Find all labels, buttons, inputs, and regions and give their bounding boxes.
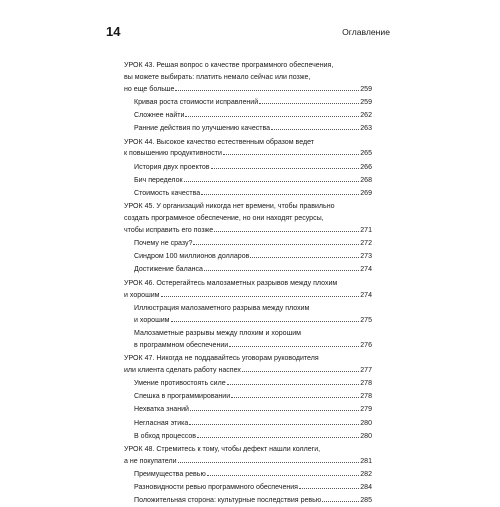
toc-entry-text: Разновидности ревью программного обеспечения [134, 484, 299, 492]
dot-leader [189, 424, 359, 425]
page-number: 14 [106, 24, 121, 39]
toc-page-number: 259 [360, 85, 372, 93]
toc-entry-text: Кривая роста стоимости исправлений [134, 98, 259, 106]
toc-entry-text: и хорошим [134, 316, 170, 324]
toc-page-number: 272 [360, 240, 372, 248]
table-of-contents [124, 60, 372, 507]
toc-page-number: 269 [360, 189, 372, 197]
toc-entry-text: Положительная сторона: культурные последствия ревью [134, 497, 322, 505]
toc-entry-text: Спешка в программировании [134, 393, 231, 401]
toc-page-number: 281 [360, 457, 372, 465]
toc-entry-text: Ранние действия по улучшению качества [134, 125, 271, 133]
toc-entry-text: УРОК 48. Стремитесь к тому, чтобы дефект нашли коллеги, [124, 446, 321, 454]
toc-lesson-entry [124, 137, 372, 161]
dot-leader [299, 488, 359, 489]
toc-section-entry [124, 251, 372, 263]
toc-page-number: 265 [360, 150, 372, 158]
dot-leader [207, 475, 359, 476]
toc-entry-text: Почему не сразу? [134, 240, 193, 248]
toc-section-entry [124, 162, 372, 174]
toc-section-entry [124, 495, 372, 507]
toc-entry-text: но еще больше [124, 85, 175, 93]
dot-leader [190, 410, 359, 411]
dot-leader [259, 103, 359, 104]
toc-entry-text: Негласная этика [134, 419, 189, 427]
toc-page-number: 282 [360, 471, 372, 479]
toc-entry-text: В обход процессов [134, 432, 196, 440]
dot-leader [178, 462, 360, 463]
dot-leader [175, 90, 359, 91]
toc-section-entry [124, 238, 372, 250]
toc-entry-text: Нехватка знаний [134, 406, 189, 414]
toc-entry-text: УРОК 43. Решая вопрос о качестве программного обеспечения, [124, 62, 334, 69]
toc-page-number: 278 [360, 379, 372, 387]
toc-page-number: 259 [360, 98, 372, 106]
toc-page-number: 268 [360, 176, 372, 184]
dot-leader [204, 270, 359, 271]
toc-lesson-entry [124, 353, 372, 377]
toc-section-entry [124, 378, 372, 390]
toc-lesson-entry [124, 278, 372, 302]
toc-entry-text: УРОК 44. Высокое качество естественным образом ведет [124, 138, 314, 146]
toc-entry-text: Бич переделок [134, 176, 183, 184]
toc-page-number: 277 [360, 366, 372, 374]
toc-section-entry [124, 482, 372, 494]
toc-page-number: 280 [360, 419, 372, 427]
dot-leader [214, 231, 359, 232]
toc-page-number: 271 [360, 226, 372, 234]
toc-section-entry [124, 303, 372, 327]
toc-lesson-entry [124, 444, 372, 468]
toc-entry-text: или клиента сделать работу наспех [124, 366, 241, 374]
toc-entry-text: Преимущества ревью [134, 471, 206, 479]
toc-entry-text: Малозаметные разрывы между плохим и хорошим [134, 329, 302, 337]
toc-entry-text: УРОК 46. Остерегайтесь малозаметных разрывов между плохим [124, 279, 338, 287]
toc-entry-text: чтобы исправить его позже [124, 226, 214, 234]
toc-entry-text: Иллюстрация малозаметного разрыва между плохим [134, 304, 310, 312]
dot-leader [231, 397, 359, 398]
dot-leader [250, 257, 359, 258]
dot-leader [223, 154, 359, 155]
toc-page-number: 280 [360, 432, 372, 440]
toc-entry-text: в программном обеспечении [134, 341, 229, 349]
dot-leader [211, 168, 360, 169]
toc-section-entry [124, 391, 372, 403]
toc-page-number: 274 [360, 291, 372, 299]
toc-entry-text: Достижение баланса [134, 266, 203, 274]
toc-page-number: 285 [360, 497, 372, 505]
toc-page-number: 284 [360, 484, 372, 492]
toc-entry-text: Стоимость качества [134, 189, 201, 197]
dot-leader [161, 296, 360, 297]
toc-entry-text: создать программное обеспечение, но они находят ресурсы, [124, 215, 324, 223]
toc-entry-text: История двух проектов [134, 163, 210, 171]
toc-entry-text: вы можете выбирать: платить немало сейчас или позже, [124, 73, 311, 81]
toc-entry-text: Синдром 100 миллионов долларов [134, 253, 250, 261]
dot-leader [184, 181, 360, 182]
toc-entry-text: УРОК 47. Никогда не поддавайтесь уговорам руководителя [124, 355, 319, 362]
dot-leader [185, 116, 359, 117]
toc-entry-text: и хорошим [124, 291, 160, 299]
toc-section-entry [124, 469, 372, 481]
toc-entry-text: Сложнее найти [134, 111, 185, 119]
toc-section-entry [124, 123, 372, 135]
toc-section-entry [124, 97, 372, 109]
dot-leader [322, 501, 359, 502]
toc-entry-text: а не покупатели [124, 457, 177, 465]
toc-page-number: 274 [360, 266, 372, 274]
toc-section-entry [124, 418, 372, 430]
toc-entry-text: Умение противостоять силе [134, 379, 226, 387]
toc-section-entry [124, 431, 372, 443]
toc-section-entry [124, 264, 372, 276]
toc-page-number: 273 [360, 253, 372, 261]
toc-page-number: 276 [360, 341, 372, 349]
toc-page-number: 262 [360, 111, 372, 119]
toc-page-number: 263 [360, 125, 372, 133]
dot-leader [242, 371, 359, 372]
dot-leader [201, 194, 359, 195]
dot-leader [229, 346, 359, 347]
toc-section-entry [124, 188, 372, 200]
dot-leader [227, 384, 360, 385]
toc-section-entry [124, 110, 372, 122]
toc-entry-text: к повышению продуктивности [124, 150, 222, 158]
dot-leader [193, 244, 359, 245]
toc-section-entry [124, 404, 372, 416]
toc-page-number: 278 [360, 393, 372, 401]
dot-leader [271, 129, 359, 130]
toc-entry-text: УРОК 45. У организаций никогда нет времени, чтобы правильно [124, 203, 335, 211]
dot-leader [197, 437, 359, 438]
toc-section-entry [124, 175, 372, 187]
toc-page-number: 279 [360, 406, 372, 414]
toc-lesson-entry [124, 60, 372, 95]
running-head: Оглавление [342, 27, 390, 37]
toc-page-number: 266 [360, 163, 372, 171]
toc-section-entry [124, 328, 372, 352]
toc-page-number: 275 [360, 316, 372, 324]
toc-lesson-entry [124, 201, 372, 236]
dot-leader [171, 321, 360, 322]
